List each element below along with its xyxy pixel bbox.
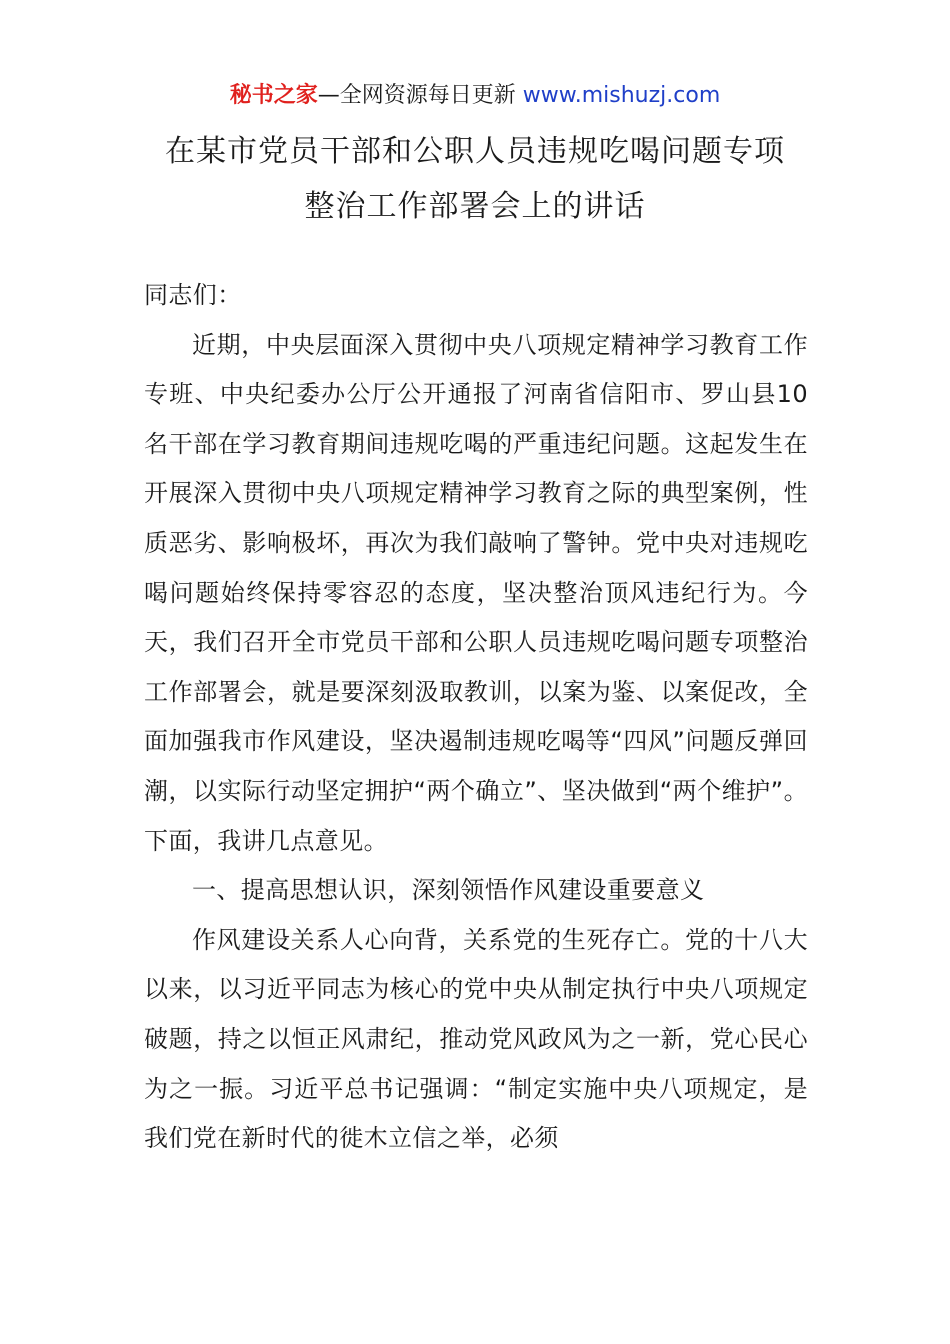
paragraph-intro: 近期，中央层面深入贯彻中央八项规定精神学习教育工作专班、中央纪委办公厅公开通报了河南省信阳市、罗山县10名干部在学习教育期间违规吃喝的严重违纪问题。这起发生在开展深入贯彻中央八项规定精神学习教育之际的典型案例，性质恶劣、影响极坏，再次为我们敲响了警钟。党中央对违规吃喝问题始终保持零容忍的态度，坚决整治顶风违纪行为。今天，我们召开全市党员干部和公职人员违规吃喝问题专项整治工作部署会，就是要深刻汲取教训，以案为鉴、以案促改，全面加强我市作风建设，坚决遏制违规吃喝等“四风”问题反弹回潮，以实际行动坚定拥护“两个确立”、坚决做到“两个维护”。下面，我讲几点意见。 bbox=[144, 330, 808, 855]
site-tagline: —全网资源每日更新 bbox=[317, 83, 523, 108]
title-line-2: 整治工作部署会上的讲话 bbox=[304, 189, 646, 224]
paragraph-section-1: 作风建设关系人心向背，关系党的生死存亡。党的十八大以来，以习近平同志为核心的党中央从制定执行中央八项规定破题，持之以恒正风肃纪，推动党风政风为之一新，党心民心为之一振。习近平总书记强调：“制定实施中央八项规定，是我们党在新时代的徙木立信之举，必须 bbox=[144, 925, 808, 1153]
site-brand: 秘书之家 bbox=[229, 83, 318, 108]
salutation: 同志们： bbox=[144, 281, 242, 309]
site-url-link[interactable]: www.mishuzj.com bbox=[522, 83, 721, 108]
document-title bbox=[100, 124, 850, 234]
site-header bbox=[0, 80, 950, 112]
title-line-1: 在某市党员干部和公职人员违规吃喝问题专项 bbox=[165, 134, 785, 169]
section-heading-1: 一、提高思想认识，深刻领悟作风建设重要意义 bbox=[192, 876, 705, 905]
document-body bbox=[144, 271, 808, 1164]
